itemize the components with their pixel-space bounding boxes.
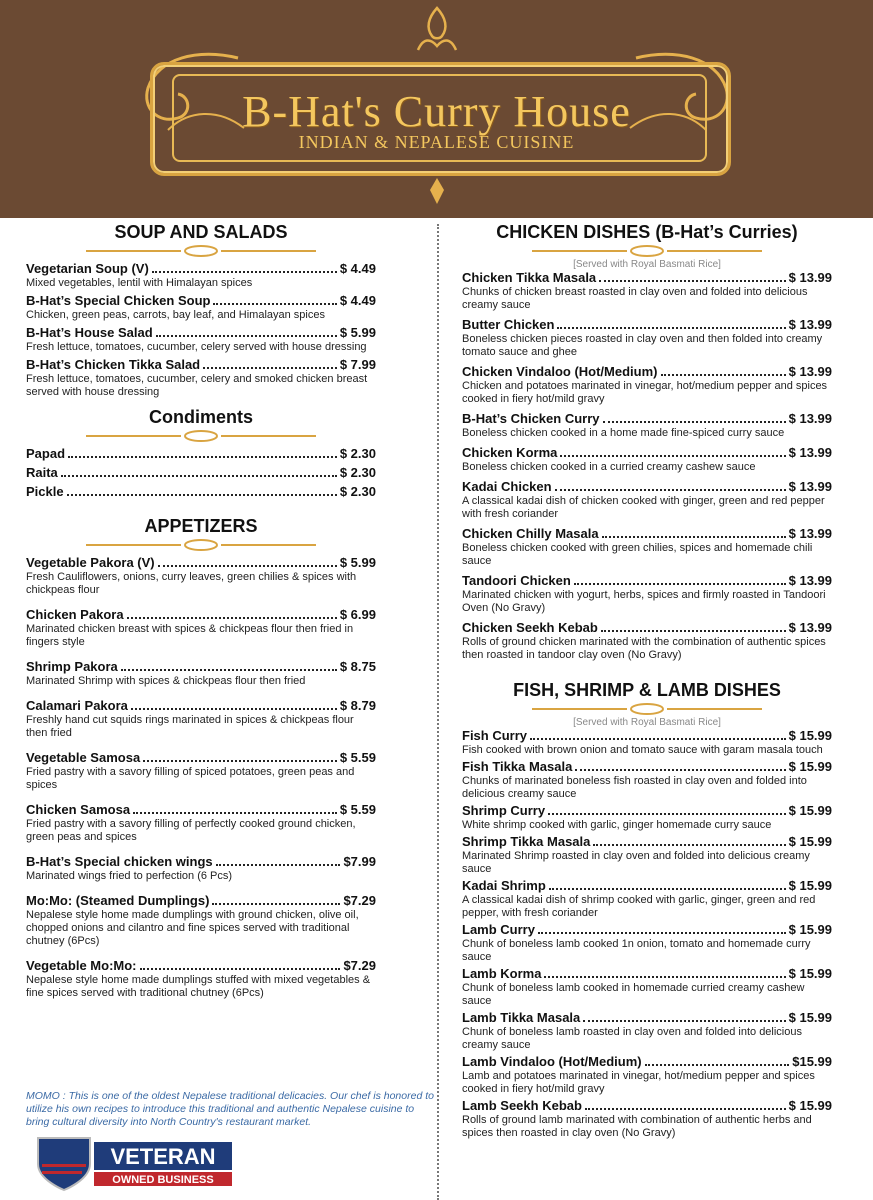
item-name: Calamari Pakora (26, 698, 128, 713)
menu-item (26, 854, 376, 883)
item-name: Tandoori Chicken (462, 573, 571, 588)
menu-item-row (26, 750, 376, 766)
menu-item (462, 364, 832, 406)
item-description: Boneless chicken cooked in a curried creamy cashew sauce (462, 461, 756, 473)
item-price: $7.29 (343, 958, 376, 973)
menu-item (26, 659, 376, 688)
menu-item (26, 261, 376, 290)
menu-item (462, 1010, 832, 1052)
menu-item-row (26, 465, 376, 481)
menu-item (462, 966, 832, 1008)
dot-leader (121, 669, 337, 671)
item-price: $ 15.99 (788, 966, 832, 981)
dot-leader (140, 968, 341, 970)
menu-item-row (26, 261, 376, 277)
item-name: Mo:Mo: (Steamed Dumplings) (26, 893, 210, 908)
menu-item-row (462, 1098, 832, 1114)
item-price: $ 8.75 (339, 659, 376, 674)
item-description: Boneless chicken cooked with green chilies, spices and homemade chili sauce (462, 542, 813, 567)
menu-item (26, 325, 376, 354)
item-name: B-Hat’s House Salad (26, 325, 153, 340)
dot-leader (661, 374, 786, 376)
item-description: Boneless chicken pieces roasted in clay oven and then folded into creamy tomato sauce and ghee (462, 333, 823, 358)
appetizers-list (26, 555, 376, 1000)
menu-item-row (26, 854, 376, 870)
item-price: $ 13.99 (788, 411, 832, 426)
item-name: Shrimp Pakora (26, 659, 118, 674)
menu-item (462, 922, 832, 964)
dot-leader (67, 494, 337, 496)
veteran-badge (34, 1134, 234, 1192)
section-title: APPETIZERS (144, 516, 258, 536)
section-title: CHICKEN DISHES (B-Hat’s Curries) (496, 222, 798, 242)
menu-item (462, 834, 832, 876)
menu-item (26, 484, 376, 500)
item-price: $ 8.79 (339, 698, 376, 713)
item-price: $ 15.99 (788, 1098, 832, 1113)
item-name: B-Hat’s Special Chicken Soup (26, 293, 211, 308)
item-price: $ 7.99 (339, 357, 376, 372)
menu-item (26, 607, 376, 649)
dot-leader (152, 271, 337, 273)
item-description: Fried pastry with a savory filling of spiced potatoes, green peas and spices (26, 766, 355, 791)
menu-item (462, 1098, 832, 1140)
menu-item-row (462, 270, 832, 286)
item-name: Vegetable Samosa (26, 750, 141, 765)
menu-item-row (462, 878, 832, 894)
item-description: Marinated wings fried to perfection (6 Pcs) (26, 870, 233, 882)
dot-leader (538, 932, 786, 934)
menu-item (462, 317, 832, 359)
section-title: SOUP AND SALADS (114, 222, 288, 242)
divider-ornament-icon (86, 539, 316, 551)
item-name: Vegetable Mo:Mo: (26, 958, 137, 973)
menu-item (26, 698, 376, 740)
section-title: Condiments (148, 407, 253, 427)
fish-shrimp-lamb-section (462, 680, 832, 1140)
item-name: Chicken Chilly Masala (462, 526, 599, 541)
dot-leader (212, 903, 340, 905)
item-description: Fried pastry with a savory filling of perfectly cooked ground chicken, green peas and spices (26, 818, 356, 843)
item-description: Nepalese style home made dumplings with ground chicken, olive oil, chopped onions and cilantro and fine spices served with traditional chutney (6Pcs) (26, 909, 359, 947)
item-description: Fresh lettuce, tomatoes, cucumber, celery served with house dressing (26, 341, 367, 353)
section-title: FISH, SHRIMP & LAMB DISHES (513, 680, 781, 700)
menu-item-row (462, 1054, 832, 1070)
dot-leader (557, 327, 785, 329)
item-description: Chicken, green peas, carrots, bay leaf, and Himalayan spices (26, 309, 325, 321)
dot-leader (548, 813, 786, 815)
header-banner (0, 0, 873, 218)
item-name: Chicken Korma (462, 445, 558, 460)
item-description: Rolls of ground lamb marinated with combination of authentic herbs and spices then roasted in clay oven (No Gravy) (462, 1114, 812, 1139)
item-name: Vegetarian Soup (V) (26, 261, 149, 276)
item-description: Chicken and potatoes marinated in vinegar, hot/medium pepper and spices cooked in fiery hot/mild gravy (462, 380, 828, 405)
dot-leader (575, 769, 785, 771)
soup-list (26, 261, 376, 399)
dot-leader (158, 565, 337, 567)
dot-leader (549, 888, 786, 890)
menu-item (26, 893, 376, 948)
item-description: Fresh lettuce, tomatoes, cucumber, celery and smoked chicken breast served with house dressing (26, 373, 368, 398)
menu-item-row (462, 445, 832, 461)
menu-item-row (462, 834, 832, 850)
menu-item-row (26, 698, 376, 714)
item-name: Fish Tikka Masala (462, 759, 573, 774)
item-description: Lamb and potatoes marinated in vinegar, hot/medium pepper and spices cooked in fiery hot/mild gravy (462, 1070, 815, 1095)
item-name: Shrimp Tikka Masala (462, 834, 591, 849)
dot-leader (574, 583, 786, 585)
item-price: $ 13.99 (788, 526, 832, 541)
menu-item-row (462, 922, 832, 938)
item-price: $ 2.30 (339, 446, 376, 461)
menu-item (462, 270, 832, 312)
dot-leader (555, 489, 786, 491)
item-price: $15.99 (792, 1054, 832, 1069)
menu-item-row (26, 607, 376, 623)
dot-leader (599, 280, 785, 282)
menu-item-row (462, 966, 832, 982)
item-name: Kadai Chicken (462, 479, 552, 494)
menu-item-row (26, 484, 376, 500)
menu-item (462, 411, 832, 440)
menu-item (462, 878, 832, 920)
served-with-note: [Served with Royal Basmati Rice] (573, 717, 721, 728)
badge-line2: OWNED BUSINESS (112, 1174, 214, 1186)
item-price: $ 15.99 (788, 1010, 832, 1025)
menu-item (26, 802, 376, 844)
item-name: Kadai Shrimp (462, 878, 546, 893)
menu-item-row (462, 573, 832, 589)
menu-item (462, 526, 832, 568)
item-name: Lamb Tikka Masala (462, 1010, 581, 1025)
dot-leader (583, 1020, 785, 1022)
item-price: $7.99 (343, 854, 376, 869)
dot-leader (133, 812, 337, 814)
dot-leader (603, 421, 786, 423)
divider-ornament-icon (532, 703, 762, 715)
item-name: B-Hat’s Special chicken wings (26, 854, 213, 869)
dot-leader (213, 303, 336, 305)
column-divider (437, 224, 439, 1200)
menu-item-row (26, 325, 376, 341)
menu-item-row (26, 293, 376, 309)
menu-item-row (26, 555, 376, 571)
item-name: Vegetable Pakora (V) (26, 555, 155, 570)
menu-item (462, 759, 832, 801)
menu-item (462, 573, 832, 615)
menu-item (26, 555, 376, 597)
item-description: A classical kadai dish of chicken cooked with ginger, green and red pepper with fresh coriander (462, 495, 825, 520)
menu-item-row (26, 659, 376, 675)
menu-item-row (462, 526, 832, 542)
item-name: B-Hat’s Chicken Tikka Salad (26, 357, 201, 372)
restaurant-name: B-Hat's Curry House (242, 87, 631, 136)
chicken-list (462, 270, 832, 662)
item-price: $ 2.30 (339, 465, 376, 480)
item-name: Raita (26, 465, 58, 480)
menu-item-row (26, 958, 376, 974)
dot-leader (585, 1108, 786, 1110)
menu-item (462, 479, 832, 521)
crown-ornament-icon (414, 6, 460, 52)
menu-item-row (462, 479, 832, 495)
item-price: $ 15.99 (788, 759, 832, 774)
dot-leader (645, 1064, 790, 1066)
menu-item-row (462, 803, 832, 819)
item-description: Freshly hand cut squids rings marinated in spices & chickpeas flour then fried (26, 714, 354, 739)
menu-item (26, 958, 376, 1000)
menu-item-row (462, 317, 832, 333)
menu-item (26, 465, 376, 481)
item-description: Fish cooked with brown onion and tomato sauce with garam masala touch (462, 744, 823, 756)
item-price: $ 13.99 (788, 445, 832, 460)
menu-item (462, 620, 832, 662)
divider-ornament-icon (532, 245, 762, 257)
menu-item (26, 446, 376, 462)
divider-ornament-icon (86, 430, 316, 442)
item-price: $ 5.99 (339, 555, 376, 570)
item-price: $7.29 (343, 893, 376, 908)
item-name: Chicken Vindaloo (Hot/Medium) (462, 364, 658, 379)
fish-list (462, 728, 832, 1140)
item-name: Papad (26, 446, 66, 461)
item-name: Chicken Pakora (26, 607, 124, 622)
dot-leader (601, 630, 786, 632)
item-description: Fresh Cauliflowers, onions, curry leaves, green chilies & spices with chickpeas flour (26, 571, 357, 596)
item-description: Chunks of chicken breast roasted in clay oven and folded into delicious creamy sauce (462, 286, 808, 311)
menu-item (462, 445, 832, 474)
item-description: Chunk of boneless lamb roasted in clay oven and folded into delicious creamy sauce (462, 1026, 802, 1051)
item-price: $ 6.99 (339, 607, 376, 622)
menu-item-row (462, 759, 832, 775)
item-description: Rolls of ground chicken marinated with the combination of authentic spices then roasted in tandoor clay oven (No Gravy) (462, 636, 826, 661)
dot-leader (68, 456, 337, 458)
item-price: $ 4.49 (339, 293, 376, 308)
item-price: $ 13.99 (788, 573, 832, 588)
item-name: Lamb Vindaloo (Hot/Medium) (462, 1054, 642, 1069)
dot-leader (131, 708, 337, 710)
item-description: Chunk of boneless lamb cooked 1n onion, tomato and homemade curry sauce (462, 938, 811, 963)
item-price: $ 15.99 (788, 728, 832, 743)
item-price: $ 13.99 (788, 317, 832, 332)
item-price: $ 5.99 (339, 325, 376, 340)
right-column (462, 222, 832, 1142)
item-description: Marinated Shrimp roasted in clay oven and folded into delicious creamy sauce (462, 850, 810, 875)
item-price: $ 15.99 (788, 834, 832, 849)
item-description: White shrimp cooked with garlic, ginger homemade curry sauce (462, 819, 772, 831)
item-description: A classical kadai dish of shrimp cooked with garlic, ginger, green and red pepper, with fresh coriander (462, 894, 816, 919)
dot-leader (560, 455, 785, 457)
menu-item-row (462, 1010, 832, 1026)
dot-leader (127, 617, 337, 619)
soup-salads-section (26, 222, 376, 399)
menu-item-row (26, 802, 376, 818)
chicken-section (462, 222, 832, 662)
dot-leader (602, 536, 786, 538)
dot-leader (61, 475, 337, 477)
menu-item-row (462, 364, 832, 380)
item-description: Chunks of marinated boneless fish roasted in clay oven and folded into delicious creamy sauce (462, 775, 807, 800)
item-name: Fish Curry (462, 728, 528, 743)
dot-leader (593, 844, 785, 846)
item-description: Nepalese style home made dumplings stuffed with mixed vegetables & fine spices served with traditional chutney (6Pcs) (26, 974, 371, 999)
menu-item-row (462, 620, 832, 636)
badge-line1: VETERAN (110, 1144, 216, 1169)
item-description: Marinated chicken with yogurt, herbs, spices and firmly roasted in Tandoori Oven (No Gravy) (462, 589, 826, 614)
item-name: Pickle (26, 484, 64, 499)
menu-item-row (26, 357, 376, 373)
item-price: $ 13.99 (788, 479, 832, 494)
bottom-ornament-icon (428, 178, 446, 206)
item-name: Chicken Seekh Kebab (462, 620, 598, 635)
menu-item (462, 728, 832, 757)
item-price: $ 2.30 (339, 484, 376, 499)
dot-leader (530, 738, 786, 740)
menu-item (26, 357, 376, 399)
menu-item (26, 750, 376, 792)
item-price: $ 15.99 (788, 878, 832, 893)
item-price: $ 5.59 (339, 750, 376, 765)
item-description: Mixed vegetables, lentil with Himalayan spices (26, 277, 253, 289)
item-name: B-Hat’s Chicken Curry (462, 411, 600, 426)
dot-leader (544, 976, 785, 978)
left-column (26, 222, 376, 1010)
item-name: Lamb Curry (462, 922, 535, 937)
item-price: $ 13.99 (788, 620, 832, 635)
item-name: Chicken Tikka Masala (462, 270, 597, 285)
cuisine-subtitle: INDIAN & NEPALESE CUISINE (298, 132, 575, 152)
item-name: Lamb Korma (462, 966, 542, 981)
item-name: Lamb Seekh Kebab (462, 1098, 582, 1113)
menu-item (462, 1054, 832, 1096)
item-price: $ 15.99 (788, 803, 832, 818)
item-description: Chunk of boneless lamb cooked in homemade curried creamy cashew sauce (462, 982, 805, 1007)
item-name: Shrimp Curry (462, 803, 546, 818)
item-price: $ 13.99 (788, 270, 832, 285)
appetizers-section (26, 516, 376, 1000)
menu-item-row (462, 728, 832, 744)
item-price: $ 4.49 (339, 261, 376, 276)
menu-item (26, 293, 376, 322)
item-price: $ 13.99 (788, 364, 832, 379)
momo-note: MOMO : This is one of the oldest Nepalese traditional delicacies. Our chef is honored to utilize his own recipes to introduce this traditional and authentic Nepalese cuisine to bring cultural diversity into North Country's restaurant market. (26, 1090, 434, 1128)
item-description: Boneless chicken cooked in a home made fine-spiced curry sauce (462, 427, 785, 439)
served-with-note: [Served with Royal Basmati Rice] (573, 259, 721, 270)
dot-leader (156, 335, 337, 337)
item-name: Chicken Samosa (26, 802, 131, 817)
item-description: Marinated Shrimp with spices & chickpeas flour then fried (26, 675, 306, 687)
divider-ornament-icon (86, 245, 316, 257)
item-description: Marinated chicken breast with spices & chickpeas flour then fried in fingers style (26, 623, 354, 648)
condiments-section (26, 407, 376, 500)
condiments-list (26, 446, 376, 500)
dot-leader (143, 760, 337, 762)
item-name: Butter Chicken (462, 317, 555, 332)
item-price: $ 15.99 (788, 922, 832, 937)
menu-item-row (462, 411, 832, 427)
item-price: $ 5.59 (339, 802, 376, 817)
menu-item-row (26, 446, 376, 462)
dot-leader (203, 367, 337, 369)
dot-leader (216, 864, 341, 866)
menu-item (462, 803, 832, 832)
menu-item-row (26, 893, 376, 909)
